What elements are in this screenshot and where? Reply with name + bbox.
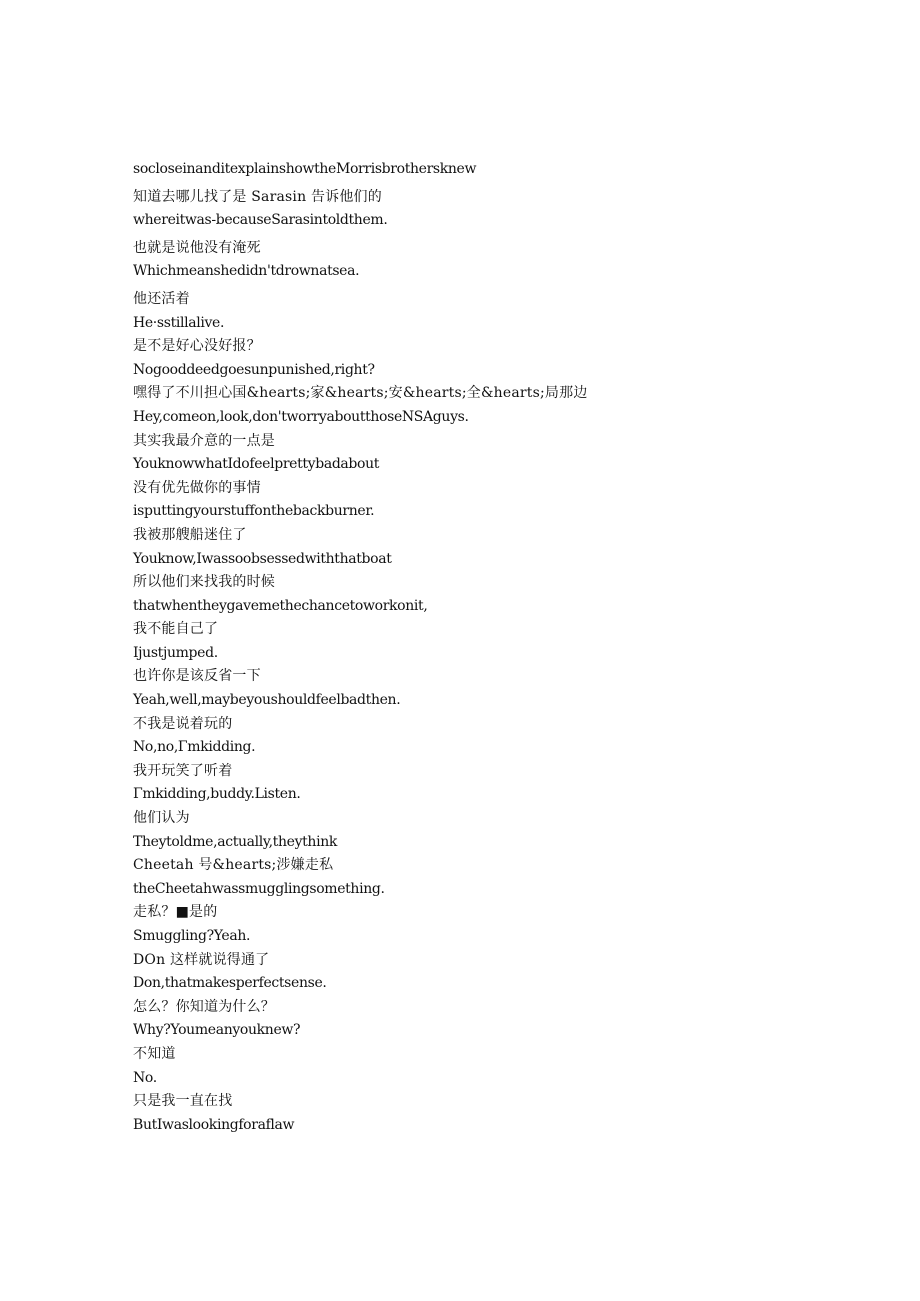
text-line: 也就是说他没有淹死 <box>133 239 261 256</box>
text-line: 所以他们来找我的时候 <box>133 574 275 591</box>
text-line: thatwhentheygavemethechancetoworkonit, <box>133 597 428 614</box>
text-line: theCheetahwassmugglingsomething. <box>133 880 385 897</box>
text-line: 不我是说着玩的 <box>133 715 233 732</box>
text-line: Yeah,well,maybeyoushouldfeelbadthen. <box>133 692 401 709</box>
text-line: whereitwas-becauseSarasintoldthem. <box>133 212 388 229</box>
text-line: ButIwaslookingforaflaw <box>133 1116 295 1133</box>
text-line: He·sstillalive. <box>133 314 225 331</box>
text-line: YouknowwhatIdofeelprettybadabout <box>133 456 380 473</box>
text-line: Don,thatmakesperfectsense. <box>133 975 327 992</box>
text-line: socloseinanditexplainshowtheMorrisbrothersknew <box>133 161 477 177</box>
text-line: Smuggling?Yeah. <box>133 928 251 944</box>
text-line: 我开玩笑了听着 <box>133 762 233 779</box>
text-line: Theytoldme,actually,theythink <box>133 833 337 850</box>
text-line: 他还活着 <box>133 290 190 307</box>
document-page <box>133 158 893 1137</box>
text-line: Why?Youmeanyouknew? <box>133 1022 301 1039</box>
text-line: Youknow,Iwassoobsessedwiththatboat <box>133 550 392 567</box>
text-line: 他们认为 <box>133 810 190 827</box>
text-line: No. <box>133 1069 157 1086</box>
text-line: Cheetah 号&hearts;涉嫌走私 <box>133 857 334 874</box>
text-line: 我被那艘船迷住了 <box>133 526 247 543</box>
text-line: 不知道 <box>133 1045 176 1062</box>
text-line: DOn 这样就说得通了 <box>133 951 270 968</box>
text-line: No,no,Γmkidding. <box>133 739 256 756</box>
text-line: 是不是好心没好报？ <box>133 338 261 355</box>
text-line: Nogooddeedgoesunpunished,right? <box>133 361 375 378</box>
text-line: 也许你是该反省一下 <box>133 668 261 685</box>
text-line: 我不能自己了 <box>133 621 219 638</box>
text-line: 知道去哪儿找了是 Sarasin 告诉他们的 <box>133 188 382 205</box>
text-line: 嘿得了不川担心国&hearts;家&hearts;安&hearts;全&hearts;局那边 <box>133 385 588 402</box>
text-line: isputtingyourstuffonthebackburner. <box>133 503 375 520</box>
text-line: Γmkidding,buddy.Listen. <box>133 786 301 803</box>
text-line: 其实我最介意的一点是 <box>133 432 275 449</box>
text-line: 没有优先做你的事情 <box>133 479 261 496</box>
text-line: 怎么？你知道为什么？ <box>133 998 275 1015</box>
text-line: Whichmeanshedidn'tdrownatsea. <box>133 263 360 280</box>
text-line: Ijustjumped. <box>133 644 218 661</box>
text-line: Hey,comeon,look,don'tworryaboutthoseNSAguys. <box>133 408 469 425</box>
text-line: 走私？■是的 <box>133 904 218 921</box>
text-line: 只是我一直在找 <box>133 1093 233 1110</box>
